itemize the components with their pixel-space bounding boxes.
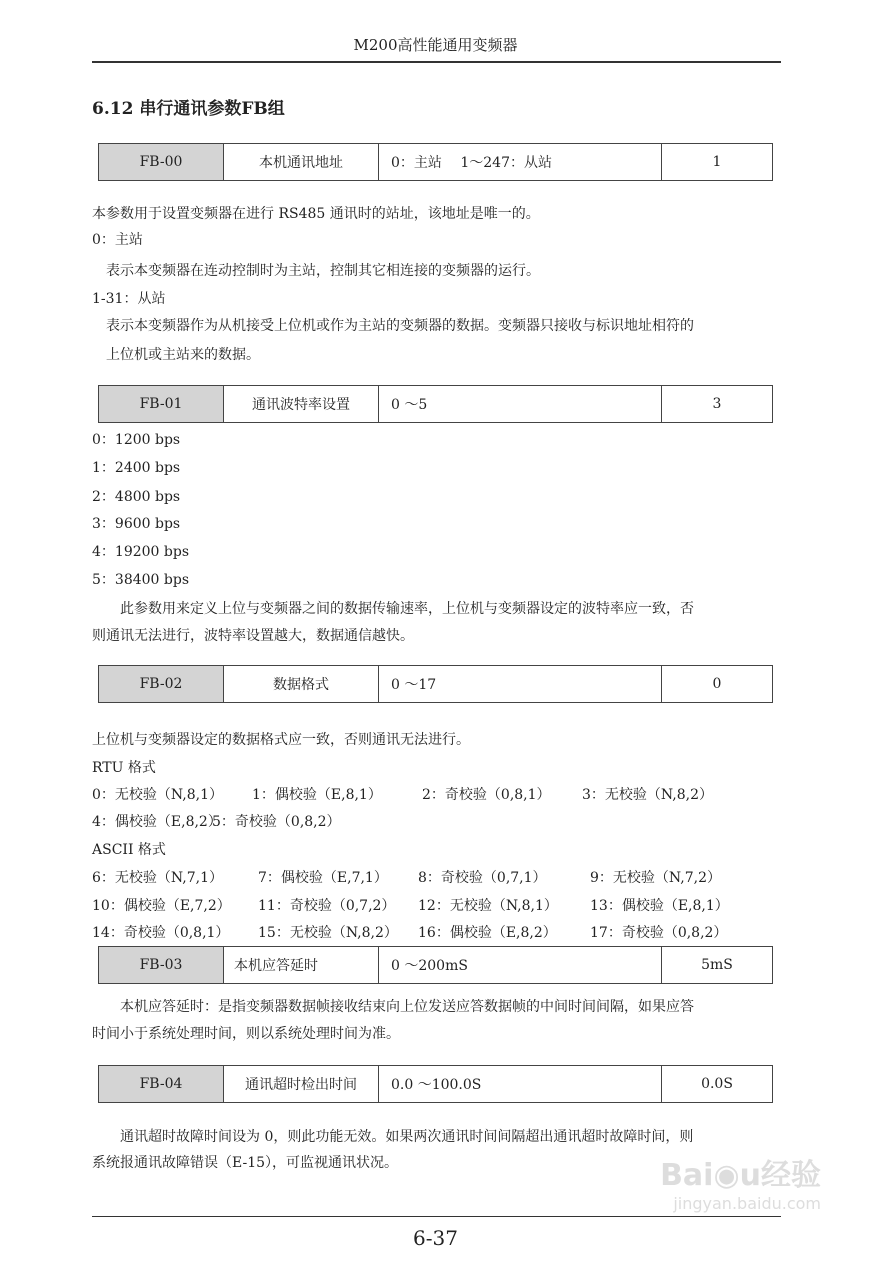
param-table-fb01 (98, 385, 773, 423)
ascii-label: ASCII 格式 (92, 842, 166, 858)
param-range: 0：主站 1～247：从站 (379, 144, 662, 180)
footer-rule (92, 1216, 781, 1217)
list-item: 2：4800 bps (92, 489, 181, 505)
format-item: 13：偶校验（E,8,1） (590, 898, 729, 914)
format-item: 7：偶校验（E,7,1） (258, 870, 388, 886)
param-table-fb03 (98, 946, 773, 984)
para: 此参数用来定义上位与变频器之间的数据传输速率，上位机与变频器设定的波特率应一致，否 (120, 601, 694, 617)
para: 系统报通讯故障错误（E-15），可监视通讯状况。 (92, 1155, 399, 1171)
page-number: 6-37 (413, 1226, 458, 1250)
para: 表示本变频器作为从机接受上位机或作为主站的变频器的数据。变频器只接收与标识地址相符的 (106, 318, 694, 334)
param-name: 本机通讯地址 (224, 144, 379, 180)
para: 上位机与变频器设定的数据格式应一致，否则通讯无法进行。 (92, 732, 470, 748)
format-item: 5：奇校验（0,8,2） (212, 814, 341, 830)
param-default: 0.0S (701, 1076, 733, 1092)
param-name: 通讯超时检出时间 (224, 1066, 379, 1102)
format-item: 15：无校验（N,8,2） (258, 925, 398, 941)
param-code: FB-00 (99, 144, 224, 180)
list-item: 3：9600 bps (92, 516, 181, 532)
list-item: 0：1200 bps (92, 432, 181, 448)
param-default: 1 (712, 154, 722, 170)
list-item: 4：19200 bps (92, 544, 190, 560)
format-item: 16：偶校验（E,8,2） (418, 925, 557, 941)
param-name: 数据格式 (224, 666, 379, 702)
param-range: 0.0 ～100.0S (379, 1066, 662, 1102)
para: 本机应答延时：是指变频器数据帧接收结束向上位发送应答数据帧的中间时间间隔，如果应答 (120, 999, 694, 1015)
format-item: 3：无校验（N,8,2） (582, 787, 713, 803)
format-item: 12：无校验（N,8,1） (418, 898, 558, 914)
format-item: 10：偶校验（E,7,2） (92, 898, 231, 914)
param-range: 0 ～17 (379, 666, 662, 702)
format-item: 4：偶校验（E,8,2） (92, 814, 222, 830)
para: 则通讯无法进行，波特率设置越大，数据通信越快。 (92, 628, 414, 644)
page-header: M200高性能通用变频器 (353, 36, 518, 54)
format-item: 1：偶校验（E,8,1） (252, 787, 382, 803)
param-table-fb02 (98, 665, 773, 703)
format-item: 9：无校验（N,7,2） (590, 870, 721, 886)
param-range: 0 ～200mS (379, 947, 662, 983)
param-default: 5mS (701, 957, 733, 973)
format-item: 14：奇校验（0,8,1） (92, 925, 230, 941)
format-item: 6：无校验（N,7,1） (92, 870, 223, 886)
param-default: 0 (712, 676, 722, 692)
rtu-label: RTU 格式 (92, 760, 156, 776)
para: 表示本变频器在连动控制时为主站，控制其它相连接的变频器的运行。 (106, 263, 540, 279)
param-code: FB-03 (99, 947, 224, 983)
param-code: FB-01 (99, 386, 224, 422)
format-item: 17：奇校验（0,8,2） (590, 925, 728, 941)
para: 上位机或主站来的数据。 (106, 347, 260, 363)
section-title: 6.12 串行通讯参数FB组 (92, 99, 285, 119)
baidu-watermark-logo: Bai◉u经验 jingyan.baidu.com (660, 1158, 821, 1213)
param-code: FB-02 (99, 666, 224, 702)
param-table-fb00 (98, 143, 773, 181)
param-default: 3 (712, 396, 722, 412)
param-name: 通讯波特率设置 (224, 386, 379, 422)
para: 通讯超时故障时间设为 0，则此功能无效。如果两次通讯时间间隔超出通讯超时故障时间，则 (120, 1129, 694, 1145)
list-item: 5：38400 bps (92, 572, 190, 588)
format-item: 0：无校验（N,8,1） (92, 787, 223, 803)
param-code: FB-04 (99, 1066, 224, 1102)
para: 1-31：从站 (92, 291, 166, 307)
param-table-fb04 (98, 1065, 773, 1103)
param-range: 0 ～5 (379, 386, 662, 422)
format-item: 8：奇校验（0,7,1） (418, 870, 547, 886)
list-item: 1：2400 bps (92, 460, 181, 476)
format-item: 2：奇校验（0,8,1） (422, 787, 551, 803)
para: 时间小于系统处理时间，则以系统处理时间为准。 (92, 1026, 400, 1042)
format-item: 11：奇校验（0,7,2） (258, 898, 396, 914)
param-name: 本机应答延时 (224, 947, 379, 983)
para: 0：主站 (92, 232, 143, 248)
header-rule (92, 61, 781, 63)
para: 本参数用于设置变频器在进行 RS485 通讯时的站址，该地址是唯一的。 (92, 206, 540, 222)
